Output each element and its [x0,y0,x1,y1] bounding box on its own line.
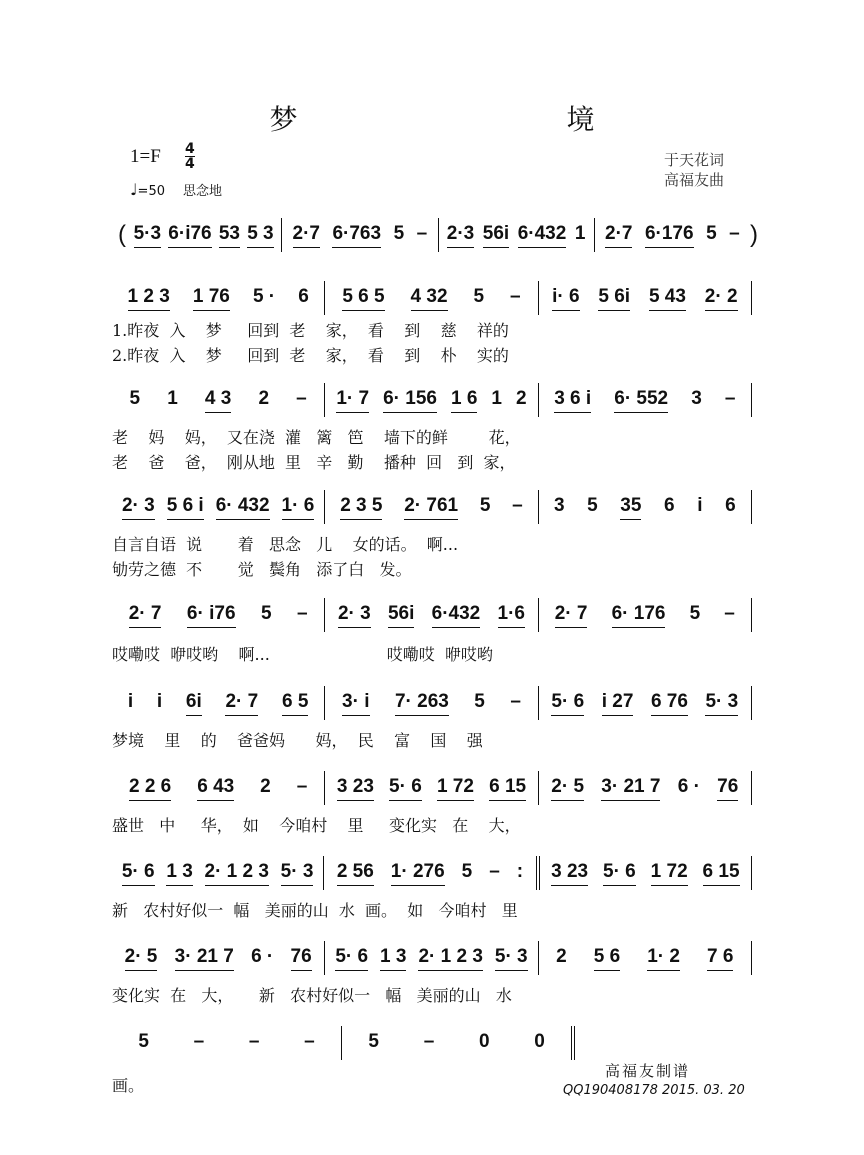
time-signature-bottom: 4 [185,156,195,172]
note-group: – [416,223,428,244]
note-group: 1 76 [193,286,230,311]
note-group: 5 [587,495,598,516]
measure [539,686,752,720]
note-group: 2· 5 [551,776,584,801]
note-group: 2·3 [447,223,474,248]
measure [539,281,752,315]
note-group: 2 2 6 [129,776,171,801]
song-title: 梦 境 [269,103,725,136]
note-group: 6 [725,495,736,516]
note-group: 5 [473,286,485,307]
transcriber: 高福友制谱 [605,1062,691,1080]
note-group: 1· 7 [336,388,369,413]
note-group: 2· 7 [225,691,258,716]
staff-line [112,281,752,315]
lyric-line: 自言自语 说 着 思念 儿 女的话。 啊... [112,535,459,554]
note-group: 1· 276 [391,861,445,886]
measure [112,856,324,890]
note-group: 6 [298,286,309,307]
note-group: 5 6 i [167,495,204,520]
note-group: 5 [479,495,491,516]
note-group: 1 [167,388,178,409]
note-group: 5· 6 [603,861,636,886]
note-group: 1· 6 [282,495,315,520]
note-group: 0 [534,1031,545,1052]
note-group: 5 6 5 [342,286,384,311]
note-group: 0 [478,1031,490,1052]
note-group: 6·763 [332,223,381,248]
note-group: 5· 3 [281,861,314,886]
note-group: 2· 7 [555,603,588,628]
measure [325,686,538,720]
lyric-line: 老 妈 妈， 又在浇 灌 篱 笆 墙下的鲜 花， [112,428,521,447]
measure [539,941,752,975]
lyric-line: 劬劳之德 不 觉 鬓角 添了白 发。 [112,560,412,579]
measure [539,771,752,805]
measure [112,598,325,632]
note-group: 3· 21 7 [175,946,234,971]
note-group: 6 15 [703,861,740,886]
measure [324,856,539,890]
measure [539,383,752,417]
measure [540,856,752,890]
note-group: i 27 [602,691,634,716]
note-group: 6· 552 [614,388,668,413]
note-group: – [510,691,521,712]
staff-line [112,490,752,524]
note-group: 2· 1 2 3 [205,861,269,886]
time-signature [185,142,195,171]
staff-line [112,1026,752,1060]
note-group: – [724,603,735,624]
intro-open-paren: ( [118,221,126,248]
note-group: 5 [461,861,473,882]
note-group: 1 3 [380,946,406,971]
note-group: 5· 6 [335,946,368,971]
note-group: 56i [388,603,414,628]
measure [539,598,752,632]
contact-date: QQ190408178 2015. 03. 20 [563,1083,745,1098]
note-group: – [296,388,307,409]
note-group: 6· i76 [187,603,236,628]
measure [325,281,538,315]
note-group: 6· 156 [383,388,437,413]
intro-close-paren: ) [750,221,758,248]
note-group: 5· 6 [122,861,155,886]
note-group: 2· 761 [404,495,458,520]
note-group: 3 6 i [554,388,591,413]
note-group: 2 [258,388,270,409]
note-group: 1· 2 [647,946,680,971]
staff-line [118,218,758,252]
note-group: – [729,223,740,244]
note-group: 53 [219,223,240,248]
note-group: 3 [691,388,702,409]
note-group: 2· 5 [125,946,158,971]
note-group: 2· 7 [129,603,162,628]
note-group: 2 3 5 [340,495,382,520]
lyric-line: 画。 [112,1076,145,1095]
measure [342,1026,575,1060]
note-group: – [304,1031,315,1052]
note-group: – [296,776,308,797]
lyric-line: 变化实 在 大， 新 农村好似一 幅 美丽的山 水 [112,986,512,1005]
note-group: 5 [474,691,485,712]
tempo-value: =50 [137,184,165,199]
note-group: 1·6 [498,603,525,628]
note-group: 1 2 3 [128,286,170,311]
expression-mark: 思念地 [183,184,223,199]
time-signature-top: 4 [185,141,195,157]
note-group: 4 32 [411,286,448,311]
staff-line [112,598,752,632]
note-group: – [512,495,523,516]
note-group: 2·7 [293,223,320,248]
note-group: 6 · [251,946,274,967]
note-group: – [510,286,521,307]
note-group: 6·176 [645,223,694,248]
measure [112,686,325,720]
note-group: i [697,495,703,516]
note-group: 2·7 [605,223,632,248]
lyric-line: 盛世 中 华， 如 今咱村 里 变化实 在 大， [112,816,521,835]
measure [112,490,325,524]
note-group: 5· 3 [495,946,528,971]
note-group: 5 43 [649,286,686,311]
staff-line [112,941,752,975]
note-group: 6·432 [432,603,481,628]
note-group: 2· 3 [338,603,371,628]
note-group: 6i [186,691,202,716]
composer: 高福友曲 [664,171,725,189]
staff-line [112,856,752,890]
note-group: 5 · [252,286,276,307]
measure [112,1026,342,1060]
lyric-line: 梦境 里 的 爸爸妈 妈， 民 富 国 强 [112,731,483,750]
note-group: 76 [291,946,312,971]
measure [126,218,282,252]
note-group: 6· 176 [612,603,666,628]
note-group: – [248,1031,260,1052]
note-group: 5 [260,603,272,624]
note-group: 6 15 [489,776,526,801]
note-group: 56i [483,223,509,248]
credits [664,150,724,190]
measure [325,941,538,975]
measure [539,490,752,524]
lyricist: 于天花词 [664,151,725,169]
note-group: 2 [260,776,271,797]
note-group: – [489,861,500,882]
measure [282,218,438,252]
note-group: 5 6 [594,946,620,971]
quarter-note-icon: ♩ [130,180,138,199]
note-group: 6·i76 [168,223,211,248]
note-group: 5 [393,223,405,244]
note-group: 1 6 [451,388,477,413]
note-group: 5 6i [598,286,630,311]
note-group: – [297,603,308,624]
note-group: i· 6 [552,286,579,311]
note-group: 2· 1 2 3 [418,946,482,971]
note-group: 7· 263 [395,691,449,716]
note-group: – [423,1031,435,1052]
note-group: – [724,388,736,409]
note-group: 5 3 [247,223,273,248]
note-group: 1 72 [651,861,688,886]
measure [439,218,595,252]
note-group: 6 76 [651,691,688,716]
note-group: 3 [553,495,565,516]
measure [325,383,538,417]
staff-line [112,771,752,805]
note-group: 5·3 [134,223,161,248]
note-group: i [127,691,134,712]
note-group: 4 3 [205,388,231,413]
measure [112,941,325,975]
staff-line [112,383,752,417]
note-group: 5· 6 [551,691,584,716]
note-group: – [193,1031,205,1052]
note-group: 3· i [342,691,369,716]
note-group: 6 43 [197,776,234,801]
lyric-line: 1.昨夜 入 梦 回到 老 家， 看 到 慈 祥的 [112,321,509,340]
note-group: 5· 3 [705,691,738,716]
measure [325,490,538,524]
lyric-line: 2.昨夜 入 梦 回到 老 家， 看 到 朴 实的 [112,346,509,365]
lyric-line: 老 爸 爸， 刚从地 里 辛 勤 播种 回 到 家， [112,453,516,472]
note-group: 1 72 [437,776,474,801]
lyric-line: 新 农村好似一 幅 美丽的山 水 画。 如 今咱村 里 [112,901,518,920]
note-group: 5 [138,1031,149,1052]
measure [325,771,538,805]
tempo-mark [130,180,165,199]
measure [112,771,325,805]
note-group: 1 [491,388,502,409]
key-signature: 1=F [130,146,161,167]
note-group: 5 [689,603,701,624]
lyric-line: 哎嘞哎 咿哎哟 啊... 哎嘞哎 咿哎哟 [112,645,493,664]
note-group: 2 [516,388,527,409]
note-group: 76 [717,776,738,801]
note-group: 6· 432 [216,495,270,520]
note-group: 2· 2 [705,286,738,311]
note-group: 7 6 [707,946,733,971]
measure [325,598,538,632]
note-group: 6 5 [282,691,308,716]
note-group: 35 [620,495,641,520]
note-group: : [516,861,524,882]
measure [112,281,325,315]
note-group: 3 23 [337,776,374,801]
measure [595,218,750,252]
note-group: 3 23 [551,861,588,886]
note-group: 6 · [677,776,700,797]
note-group: 5· 6 [389,776,422,801]
note-group: 1 [574,223,586,244]
note-group: 5 [129,388,141,409]
note-group: 3· 21 7 [601,776,660,801]
note-group: i [156,691,163,712]
note-group: 5 [706,223,717,244]
note-group: 6·432 [518,223,567,248]
note-group: 6 [664,495,675,516]
staff-line [112,686,752,720]
note-group: 1 3 [166,861,192,886]
measure [112,383,325,417]
note-group: 2 56 [337,861,374,886]
note-group: 5 [368,1031,379,1052]
note-group: 2 [556,946,567,967]
note-group: 2· 3 [122,495,155,520]
